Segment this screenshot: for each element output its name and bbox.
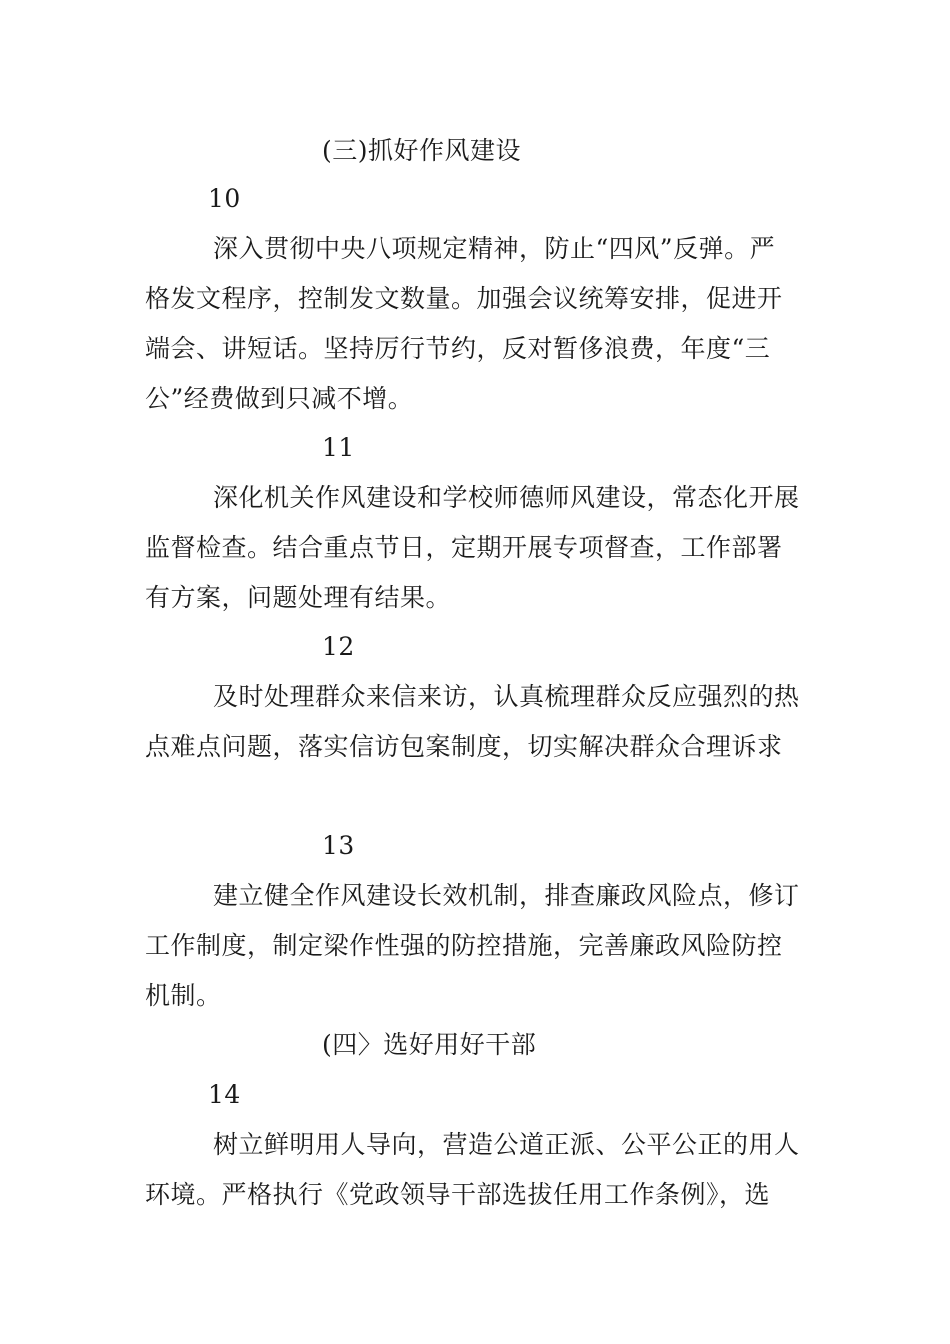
item-number: 12 bbox=[322, 632, 355, 661]
paragraph-line: 格发文程序，控制发文数量。加强会议统筹安排，促进开 bbox=[145, 284, 783, 313]
paragraph-line: 端会、讲短话。坚持厉行节约，反对暂侈浪费，年度“三 bbox=[145, 334, 771, 363]
paragraph-line: 公”经费做到只减不增。 bbox=[145, 384, 414, 413]
section-heading: (四〉选好用好干部 bbox=[322, 1030, 537, 1059]
paragraph-line: 工作制度，制定梁作性强的防控措施，完善廉政风险防控 bbox=[145, 931, 783, 960]
paragraph-line: 树立鲜明用人导向，营造公道正派、公平公正的用人 bbox=[213, 1130, 800, 1159]
paragraph-line: 环境。严格执行《党政领导干部选拔任用工作条例》，选 bbox=[145, 1180, 771, 1209]
paragraph-line: 监督检查。结合重点节日，定期开展专项督查，工作部署 bbox=[145, 533, 783, 562]
paragraph-line: 及时处理群众来信来访，认真梳理群众反应强烈的热 bbox=[213, 682, 800, 711]
paragraph-line: 深入贯彻中央八项规定精神，防止“四风”反弹。严 bbox=[213, 234, 776, 263]
paragraph-line: 深化机关作风建设和学校师德师风建设，常态化开展 bbox=[213, 483, 800, 512]
item-number: 11 bbox=[322, 433, 355, 462]
section-heading: (三)抓好作风建设 bbox=[322, 136, 522, 165]
paragraph-line: 机制。 bbox=[145, 981, 222, 1010]
paragraph-line: 有方案，问题处理有结果。 bbox=[145, 583, 452, 612]
paragraph-line: 点难点问题，落实信访包案制度，切实解决群众合理诉求 bbox=[145, 732, 783, 761]
item-number: 13 bbox=[322, 831, 355, 860]
item-number: 10 bbox=[208, 184, 241, 213]
paragraph-line: 建立健全作风建设长效机制，排查廉政风险点，修订 bbox=[213, 881, 800, 910]
item-number: 14 bbox=[208, 1080, 241, 1109]
